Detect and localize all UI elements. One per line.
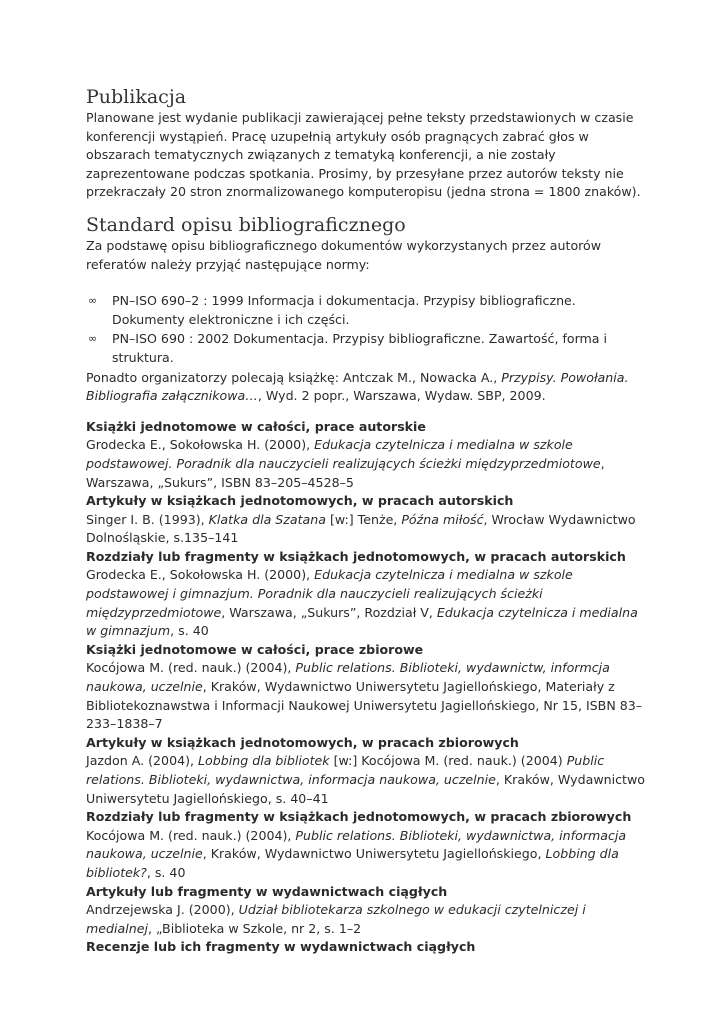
infinity-bullet-icon: ∞ <box>88 332 98 346</box>
entry-text: [w:] Tenże, <box>325 511 402 527</box>
recommendation-paragraph <box>86 369 646 406</box>
entry-title: Artykuły w książkach jednotomowych, w pracach zbiorowych <box>86 734 519 750</box>
entry-italic-title: Edukacja czytelnicza i medialna w szkole podstawowej i gimnazjum. Poradnik dla nauczycieli realizujących ścieżki międzyprzedmiotowe <box>86 567 573 620</box>
entry-example <box>86 901 646 938</box>
bibliography-examples <box>86 418 646 957</box>
entry-italic-title: Edukacja czytelnicza i medialna w gimnazjum <box>86 604 638 639</box>
entry-italic-title: Udział bibliotekarza szkolnego w edukacji czytelniczej i medialnej <box>86 902 586 936</box>
entry-example <box>86 436 646 492</box>
entry-text: Kocójowa M. (red. nauk.) (2004), <box>86 660 296 676</box>
section-heading-standard: Standard opisu bibliograficznego <box>86 213 406 236</box>
entry-italic-title: Późna miłość <box>401 511 484 527</box>
infinity-bullet-icon: ∞ <box>88 294 98 308</box>
entry-example <box>86 511 646 548</box>
entry-text: [w:] Kocójowa M. (red. nauk.) (2004) <box>329 753 567 769</box>
entry-text: , Warszawa, „Sukurs”, ISBN 83–205–4528–5 <box>86 455 605 490</box>
entry-example <box>86 659 646 733</box>
entry-example <box>86 566 646 640</box>
entry-text: , „Biblioteka w Szkole, nr 2, s. 1–2 <box>147 920 362 936</box>
entry-title: Artykuły w książkach jednotomowych, w pracach autorskich <box>86 493 514 509</box>
entry-title: Recenzje lub ich fragmenty w wydawnictwach ciągłych <box>86 939 476 955</box>
entry-text: Andrzejewska J. (2000), <box>86 902 239 918</box>
entry-title: Rozdziały lub fragmenty w książkach jednotomowych, w pracach autorskich <box>86 548 626 564</box>
entry-text: Jazdon A. (2004), <box>86 753 199 769</box>
recommended-book-title: Przypisy. Powołania. Bibliografia załącznikowa… <box>86 369 629 404</box>
bibliography-entry <box>86 492 646 548</box>
bibliography-entry <box>86 808 646 882</box>
bibliography-entry <box>86 883 646 939</box>
entry-example <box>86 827 646 883</box>
publikacja-paragraph: Planowane jest wydanie publikacji zawierającej pełne teksty przedstawionych w czasie konferencji wystąpień. Pracę uzupełnią artykuły osób pragnących zabrać głos w obszarach tematycznych związanych z tematyką konferencji, a nie zostały zaprezentowane podczas spotkania. Prosimy, by przesyłane przez autorów teksty nie przekraczały 20 stron znormalizowanego komputeropisu (jedna strona = 1800 znaków). <box>86 110 641 200</box>
entry-text: , Wrocław Wydawnictwo Dolnośląskie, s.135–141 <box>86 511 636 546</box>
entry-title: Rozdziały lub fragmenty w książkach jednotomowych, w pracach zbiorowych <box>86 809 632 825</box>
entry-title: Książki jednotomowe w całości, prace zbiorowe <box>86 641 424 657</box>
entry-text: , Warszawa, „Sukurs”, Rozdział V, <box>221 604 437 620</box>
norm-text: PN–ISO 690 : 2002 Dokumentacja. Przypisy bibliograficzne. Zawartość, forma i struktura. <box>112 331 608 365</box>
entry-italic-title: Lobbing dla bibliotek? <box>86 846 619 880</box>
entry-text: Singer I. B. (1993), <box>86 511 209 527</box>
section-heading-publikacja: Publikacja <box>86 86 187 108</box>
entry-italic-title: Public relations. Biblioteki, wydawnictwa, informacja naukowa, uczelnie <box>86 827 627 862</box>
norm-text: PN–ISO 690–2 : 1999 Informacja i dokumentacja. Przypisy bibliograficzne. Dokumenty elektroniczne i ich części. <box>112 293 576 327</box>
recommendation-text: Ponadto organizatorzy polecają książkę: Antczak M., Nowacka A., <box>86 369 502 385</box>
bibliography-entry <box>86 641 646 734</box>
norms-list <box>86 292 646 367</box>
entry-title: Artykuły lub fragmenty w wydawnictwach ciągłych <box>86 883 448 899</box>
bibliography-entry <box>86 938 646 957</box>
document-page <box>86 85 646 957</box>
standard-intro-paragraph: Za podstawę opisu bibliograficznego dokumentów wykorzystanych przez autorów referatów należy przyjąć następujące normy: <box>86 237 602 272</box>
entry-text: , Kraków, Wydawnictwo Uniwersytetu Jagiellońskiego, <box>202 846 546 862</box>
entry-italic-title: Klatka dla Szatana <box>208 511 326 527</box>
entry-text: Grodecka E., Sokołowska H. (2000), <box>86 437 315 453</box>
bibliography-entry <box>86 418 646 492</box>
entry-text: , s. 40 <box>146 864 186 880</box>
norm-item <box>86 292 646 329</box>
entry-example <box>86 752 646 808</box>
entry-italic-title: Public relations. Biblioteki, wydawnictw, informcja naukowa, uczelnie <box>86 660 610 695</box>
entry-text: Kocójowa M. (red. nauk.) (2004), <box>86 827 296 843</box>
entry-text: , Kraków, Wydawnictwo Uniwersytetu Jagiellońskiego, Materiały z Bibliotekoznawstwa i Informacji Naukowej Uniwersytetu Jagiellońskiego, Nr 15, ISBN 83–233–1838–7 <box>86 679 643 732</box>
entry-text: , s. 40 <box>170 623 209 639</box>
entry-italic-title: Lobbing dla bibliotek <box>198 753 330 769</box>
entry-title: Książki jednotomowe w całości, prace autorskie <box>86 418 426 434</box>
entry-text: Grodecka E., Sokołowska H. (2000), <box>86 567 315 583</box>
entry-italic-title: Edukacja czytelnicza i medialna w szkole podstawowej. Poradnik dla nauczycieli realizujących ścieżki międzyprzedmiotowe <box>86 437 601 471</box>
entry-text: , Kraków, Wydawnictwo Uniwersytetu Jagiellońskiego, s. 40–41 <box>86 772 645 806</box>
bibliography-entry <box>86 734 646 808</box>
norm-item <box>86 330 646 367</box>
recommendation-details: , Wyd. 2 popr., Warszawa, Wydaw. SBP, 2009. <box>257 388 546 404</box>
bibliography-entry <box>86 548 646 641</box>
entry-italic-title: Public relations. Biblioteki, wydawnictwa, informacja naukowa, uczelnie <box>86 753 605 787</box>
